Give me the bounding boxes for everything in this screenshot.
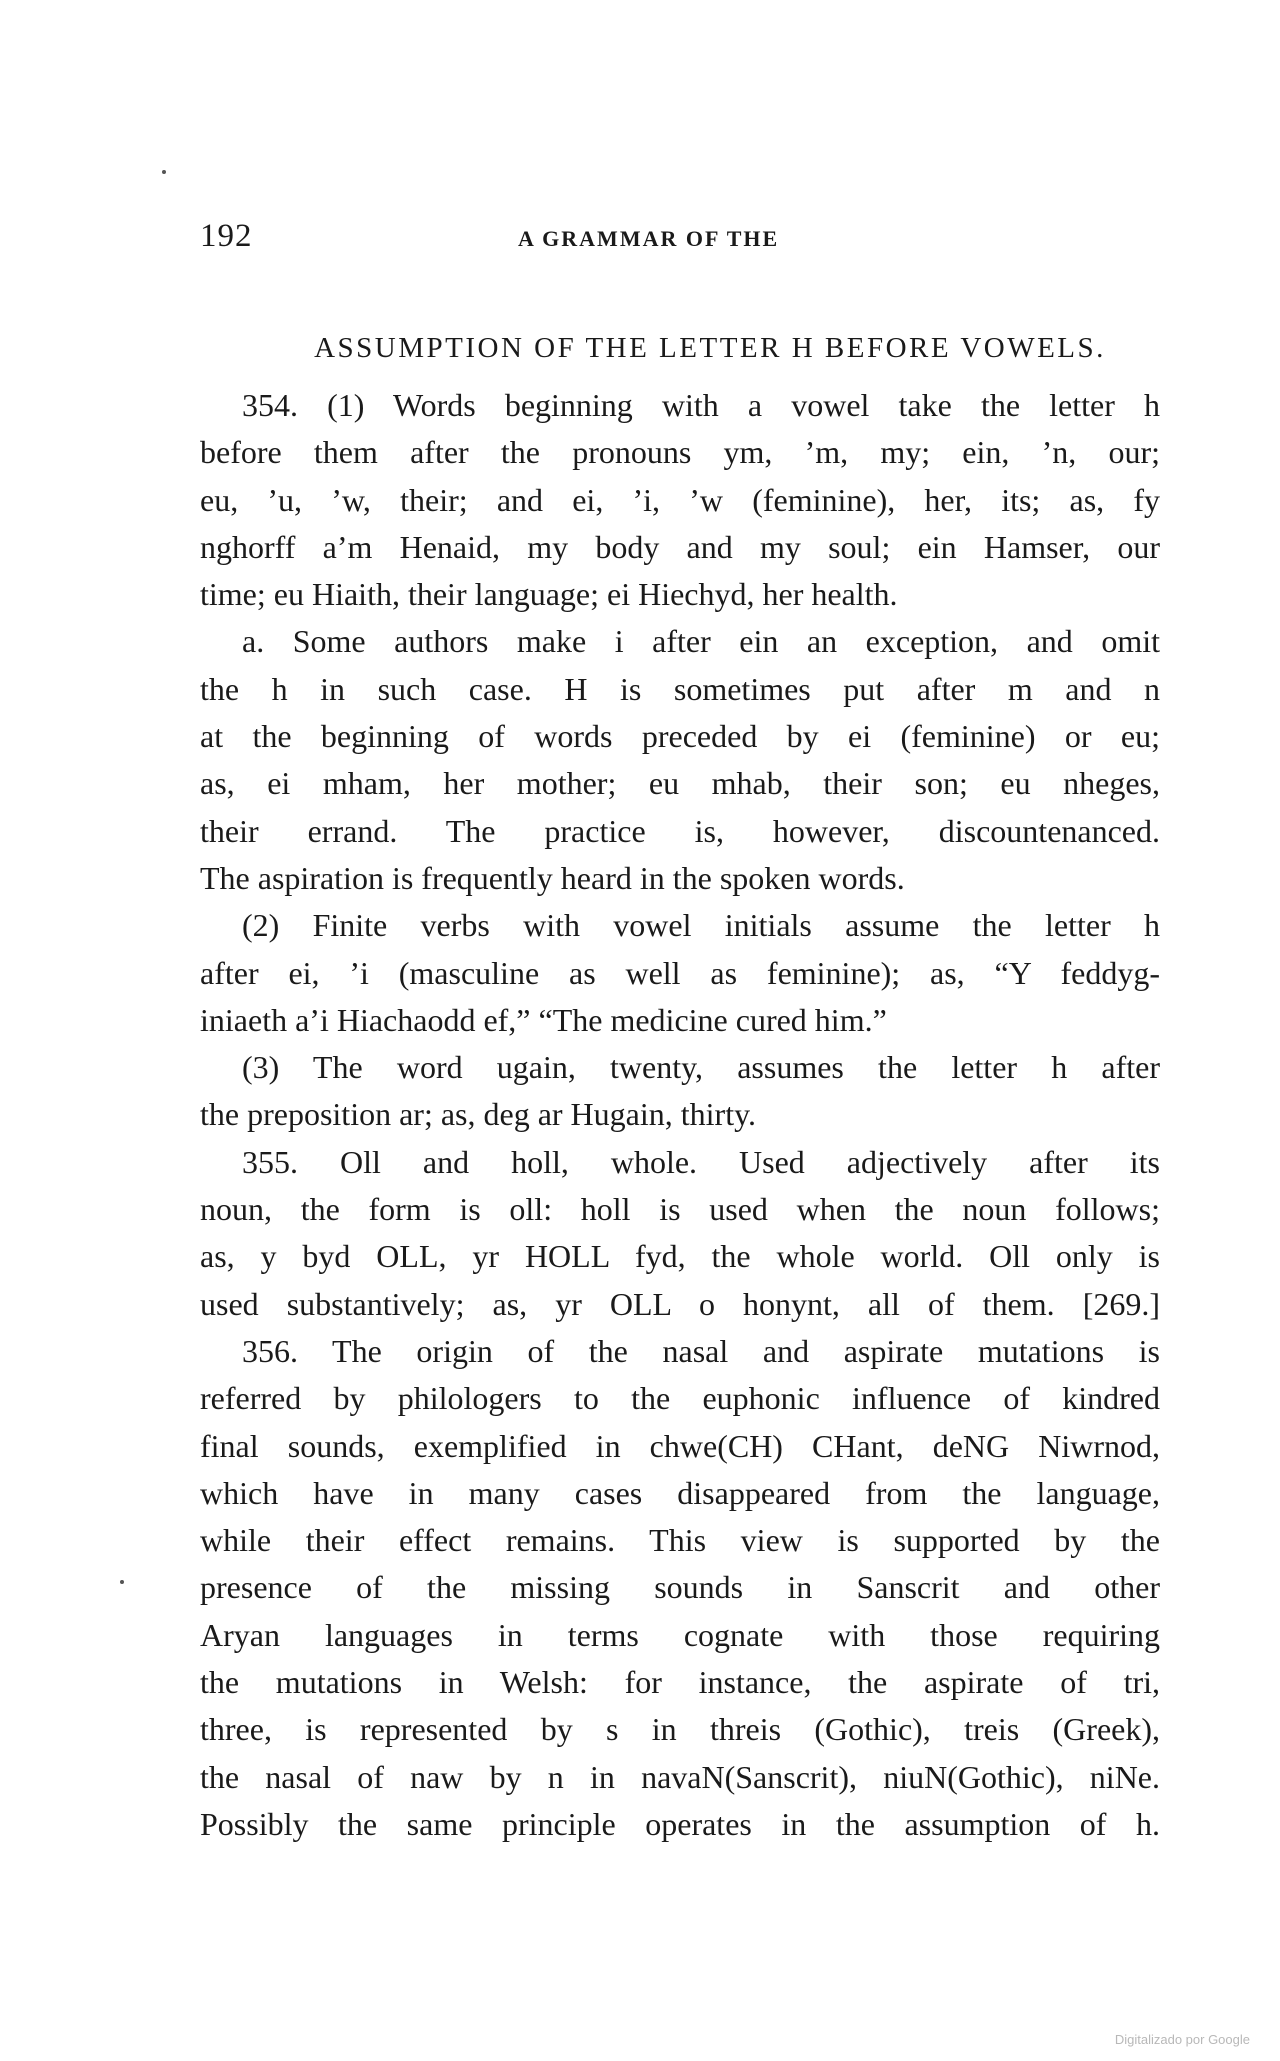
text-line: referred by philologers to the euphonic influence of kindred xyxy=(200,1380,1160,1417)
text-line: iniaeth a’i Hiachaodd ef,” “The medicine cured him.” xyxy=(200,1001,887,1038)
text-line: the nasal of naw by n in navaN(Sanscrit), niuN(Gothic), niNe. xyxy=(200,1758,1160,1795)
text-line: at the beginning of words preceded by ei (feminine) or eu; xyxy=(200,718,1160,755)
text-line: (2) Finite verbs with vowel initials assume the letter h xyxy=(242,907,1160,944)
text-line: Aryan languages in terms cognate with those requiring xyxy=(200,1616,1160,1653)
text-line: the h in such case. H is sometimes put after m and n xyxy=(200,670,1160,707)
text-line: 356. The origin of the nasal and aspirate mutations is xyxy=(242,1332,1160,1369)
text-line: used substantively; as, yr OLL o honynt, all of them. [269.] xyxy=(200,1285,1160,1322)
running-title: A GRAMMAR OF THE xyxy=(518,226,780,251)
text-line: their errand. The practice is, however, discountenanced. xyxy=(200,812,1160,849)
text-line: nghorff a’m Henaid, my body and my soul; ein Hamser, our xyxy=(200,528,1160,565)
text-line: which have in many cases disappeared from the language, xyxy=(200,1474,1160,1511)
text-line: while their effect remains. This view is supported by the xyxy=(200,1522,1160,1559)
text-line: as, ei mham, her mother; eu mhab, their son; eu nheges, xyxy=(200,765,1160,802)
text-line: the preposition ar; as, deg ar Hugain, thirty. xyxy=(200,1096,756,1133)
running-head xyxy=(200,218,1160,258)
text-line: as, y byd OLL, yr HOLL fyd, the whole world. Oll only is xyxy=(200,1238,1160,1275)
text-line: three, is represented by s in threis (Gothic), treis (Greek), xyxy=(200,1711,1160,1748)
text-line: The aspiration is frequently heard in the spoken words. xyxy=(200,859,905,896)
text-line: before them after the pronouns ym, ’m, my; ein, ’n, our; xyxy=(200,434,1160,471)
scan-watermark: Digitalizado por Google xyxy=(1114,2032,1250,2047)
text-line: 354. (1) Words beginning with a vowel take the letter h xyxy=(242,387,1160,423)
text-line: noun, the form is oll: holl is used when the noun follows; xyxy=(200,1191,1160,1228)
text-line: presence of the missing sounds in Sanscrit and other xyxy=(200,1569,1160,1606)
scan-speck xyxy=(162,170,166,174)
section-heading: ASSUMPTION OF THE LETTER H BEFORE VOWELS. xyxy=(314,332,1106,364)
text-line: 355. Oll and holl, whole. Used adjectively after its xyxy=(242,1143,1160,1180)
text-line: a. Some authors make i after ein an exception, and omit xyxy=(242,623,1160,660)
page-number: 192 xyxy=(200,218,253,254)
text-line: eu, ’u, ’w, their; and ei, ’i, ’w (feminine), her, its; as, fy xyxy=(200,481,1160,518)
text-line: the mutations in Welsh: for instance, the aspirate of tri, xyxy=(200,1664,1160,1701)
text-line: after ei, ’i (masculine as well as feminine); as, “Y feddyg- xyxy=(200,954,1160,991)
text-line: (3) The word ugain, twenty, assumes the letter h after xyxy=(242,1049,1160,1086)
text-line: final sounds, exemplified in chwe(CH) CHant, deNG Niwrnod, xyxy=(200,1427,1160,1464)
text-line: time; eu Hiaith, their language; ei Hiechyd, her health. xyxy=(200,576,898,613)
text-line: Possibly the same principle operates in the assumption of h. xyxy=(200,1805,1160,1842)
body-text xyxy=(200,382,1160,1848)
scan-speck xyxy=(120,1580,124,1584)
